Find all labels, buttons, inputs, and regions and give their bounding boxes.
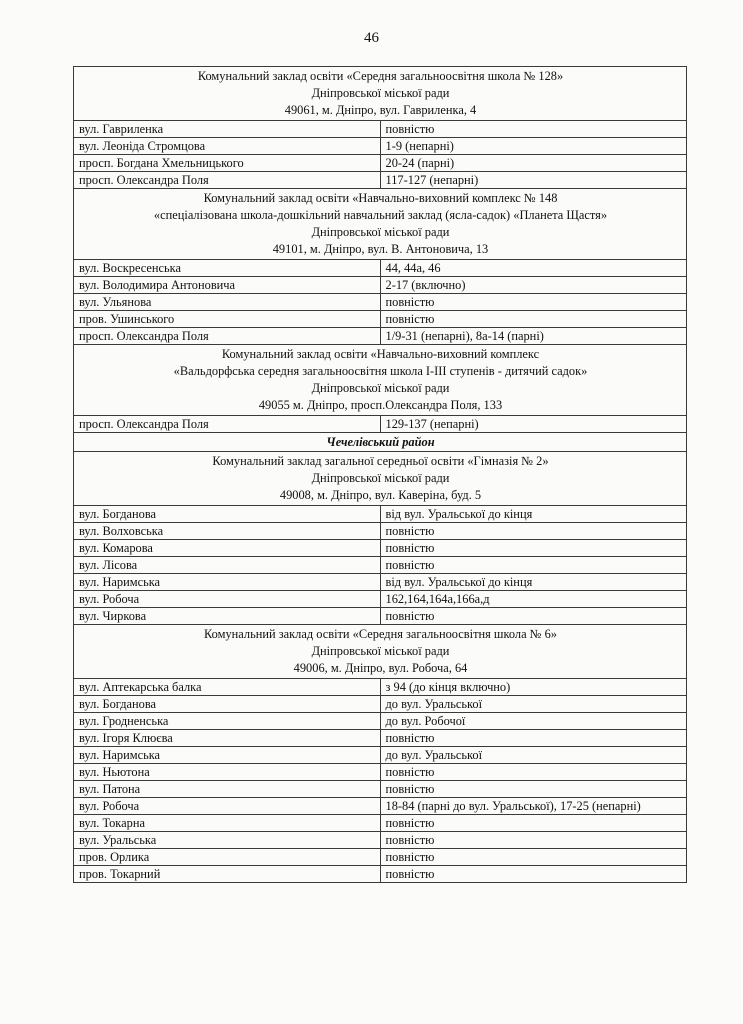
street-name: вул. Чиркова <box>74 608 381 625</box>
school-header <box>74 189 687 260</box>
street-name: вул. Комарова <box>74 540 381 557</box>
house-numbers: 20-24 (парні) <box>380 155 687 172</box>
house-numbers: від вул. Уральської до кінця <box>380 574 687 591</box>
house-numbers: до вул. Робочої <box>380 713 687 730</box>
table-row <box>74 764 687 781</box>
school-assignment-table <box>73 66 687 883</box>
street-name: вул. Володимира Антоновича <box>74 277 381 294</box>
school-header-row <box>74 452 687 506</box>
house-numbers: повністю <box>380 311 687 328</box>
house-numbers: до вул. Уральської <box>380 747 687 764</box>
house-numbers: повністю <box>380 121 687 138</box>
house-numbers: 117-127 (непарні) <box>380 172 687 189</box>
table-row <box>74 608 687 625</box>
street-name: вул. Гродненська <box>74 713 381 730</box>
street-name: вул. Волховська <box>74 523 381 540</box>
table-row <box>74 815 687 832</box>
table-row <box>74 155 687 172</box>
street-name: пров. Орлика <box>74 849 381 866</box>
school-header-line: Дніпровської міської ради <box>311 86 450 100</box>
house-numbers: повністю <box>380 866 687 883</box>
street-name: просп. Богдана Хмельницького <box>74 155 381 172</box>
school-header-row <box>74 625 687 679</box>
table-row <box>74 591 687 608</box>
house-numbers: 1/9-31 (непарні), 8а-14 (парні) <box>380 328 687 345</box>
school-header-line: Дніпровської міської ради <box>311 471 450 485</box>
house-numbers: з 94 (до кінця включно) <box>380 679 687 696</box>
table-row <box>74 696 687 713</box>
school-header <box>74 625 687 679</box>
street-name: вул. Робоча <box>74 798 381 815</box>
house-numbers: 2-17 (включно) <box>380 277 687 294</box>
table-row <box>74 574 687 591</box>
house-numbers: 18-84 (парні до вул. Уральської), 17-25 (непарні) <box>380 798 687 815</box>
street-name: вул. Лісова <box>74 557 381 574</box>
house-numbers: 44, 44а, 46 <box>380 260 687 277</box>
page-number: 46 <box>364 30 379 46</box>
table-row <box>74 747 687 764</box>
house-numbers: повністю <box>380 608 687 625</box>
street-name: вул. Наримська <box>74 747 381 764</box>
school-header-line: Комунальний заклад освіти «Середня загальноосвітня школа № 6» <box>204 627 557 641</box>
district-title: Чечелівський район <box>74 433 687 452</box>
house-numbers: повністю <box>380 523 687 540</box>
table-row <box>74 713 687 730</box>
school-header <box>74 345 687 416</box>
house-numbers: повністю <box>380 764 687 781</box>
house-numbers: від вул. Уральської до кінця <box>380 506 687 523</box>
house-numbers: 129-137 (непарні) <box>380 416 687 433</box>
table-row <box>74 730 687 747</box>
house-numbers: повністю <box>380 849 687 866</box>
house-numbers: 162,164,164а,166а,д <box>380 591 687 608</box>
house-numbers: повністю <box>380 730 687 747</box>
table-row <box>74 260 687 277</box>
house-numbers: повністю <box>380 781 687 798</box>
school-header <box>74 67 687 121</box>
street-name: вул. Патона <box>74 781 381 798</box>
street-name: вул. Уральська <box>74 832 381 849</box>
table-row <box>74 557 687 574</box>
table-row <box>74 781 687 798</box>
street-name: пров. Ушинського <box>74 311 381 328</box>
school-header-line: Комунальний заклад освіти «Навчально-виховний комплекс № 148 <box>203 191 558 205</box>
table-row <box>74 328 687 345</box>
school-header-line: «спеціалізована школа-дошкільний навчальний заклад (ясла-садок) «Планета Щастя» <box>153 208 608 222</box>
street-name: вул. Аптекарська балка <box>74 679 381 696</box>
school-header-row <box>74 67 687 121</box>
street-name: просп. Олександра Поля <box>74 416 381 433</box>
school-header-line: Дніпровської міської ради <box>311 644 450 658</box>
street-name: вул. Гавриленка <box>74 121 381 138</box>
school-header-line: 49008, м. Дніпро, вул. Каверіна, буд. 5 <box>279 488 482 502</box>
street-name: вул. Наримська <box>74 574 381 591</box>
table-row <box>74 849 687 866</box>
school-header <box>74 452 687 506</box>
school-header-line: Комунальний заклад загальної середньої освіти «Гімназія № 2» <box>212 454 549 468</box>
street-name: вул. Ньютона <box>74 764 381 781</box>
table-row <box>74 679 687 696</box>
street-name: вул. Богданова <box>74 506 381 523</box>
house-numbers: повністю <box>380 815 687 832</box>
table-row <box>74 172 687 189</box>
house-numbers: повністю <box>380 832 687 849</box>
house-numbers: повністю <box>380 540 687 557</box>
table-row <box>74 311 687 328</box>
school-header-line: 49055 м. Дніпро, просп.Олександра Поля, 133 <box>258 398 503 412</box>
street-name: вул. Ігоря Клюєва <box>74 730 381 747</box>
street-name: просп. Олександра Поля <box>74 172 381 189</box>
street-name: пров. Токарний <box>74 866 381 883</box>
school-header-line: Дніпровської міської ради <box>311 225 450 239</box>
school-header-row <box>74 189 687 260</box>
table-body <box>74 67 687 883</box>
school-header-line: Комунальний заклад освіти «Середня загальноосвітня школа № 128» <box>197 69 564 83</box>
street-name: вул. Богданова <box>74 696 381 713</box>
street-name: вул. Робоча <box>74 591 381 608</box>
street-name: вул. Воскресенська <box>74 260 381 277</box>
table-row <box>74 138 687 155</box>
table-row <box>74 277 687 294</box>
table-row <box>74 866 687 883</box>
table-row <box>74 506 687 523</box>
school-header-row <box>74 345 687 416</box>
house-numbers: повністю <box>380 557 687 574</box>
house-numbers: до вул. Уральської <box>380 696 687 713</box>
street-name: вул. Леоніда Стромцова <box>74 138 381 155</box>
table-row <box>74 523 687 540</box>
school-header-line: 49061, м. Дніпро, вул. Гавриленка, 4 <box>284 103 477 117</box>
table-row <box>74 416 687 433</box>
table-row <box>74 294 687 311</box>
school-header-line: 49101, м. Дніпро, вул. В. Антоновича, 13 <box>272 242 489 256</box>
house-numbers: 1-9 (непарні) <box>380 138 687 155</box>
street-name: вул. Ульянова <box>74 294 381 311</box>
table-row <box>74 540 687 557</box>
house-numbers: повністю <box>380 294 687 311</box>
school-header-line: Дніпровської міської ради <box>311 381 450 395</box>
school-header-line: 49006, м. Дніпро, вул. Робоча, 64 <box>293 661 468 675</box>
street-name: просп. Олександра Поля <box>74 328 381 345</box>
table-row <box>74 121 687 138</box>
school-header-line: Комунальний заклад освіти «Навчально-виховний комплекс <box>221 347 540 361</box>
table-row <box>74 798 687 815</box>
street-name: вул. Токарна <box>74 815 381 832</box>
school-header-line: «Вальдорфська середня загальноосвітня школа І-ІІІ ступенів - дитячий садок» <box>173 364 588 378</box>
table-row <box>74 832 687 849</box>
district-row <box>74 433 687 452</box>
